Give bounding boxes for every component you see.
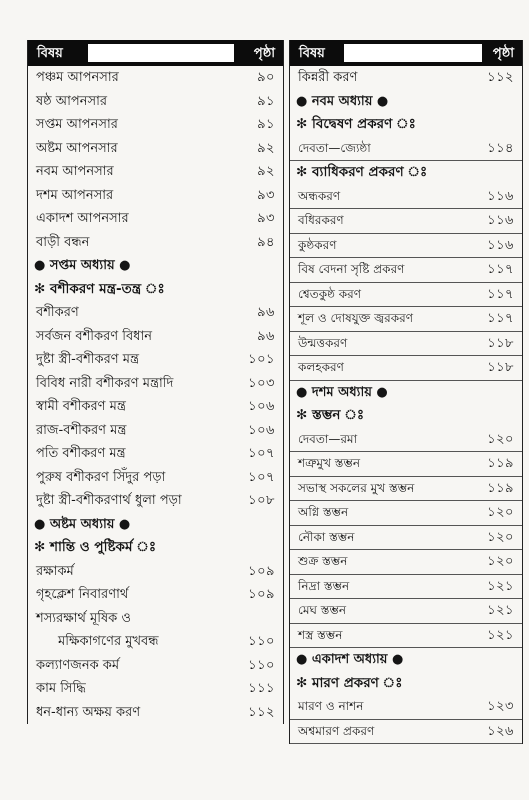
entry-title: পঞ্চম আপনসার xyxy=(36,70,119,85)
toc-entry xyxy=(28,207,283,231)
toc-entry xyxy=(290,258,522,283)
entry-page-number: ১০৯ xyxy=(248,563,275,579)
entry-page-number: ১২১ xyxy=(487,578,514,594)
entry-page-number: ৯৩ xyxy=(257,211,275,226)
entry-title: শূল ও দোষযুক্ত জ্বরকরণ xyxy=(298,311,413,325)
entry-page-number: ৯১ xyxy=(257,93,275,109)
entry-title: অষ্টম আপনসার xyxy=(36,140,118,156)
entry-page-number: ১১৪ xyxy=(487,140,514,156)
toc-entry xyxy=(28,630,283,654)
toc-entry xyxy=(28,701,283,725)
entry-page-number: ১১৬ xyxy=(487,213,514,228)
entry-page-number: ১১১ xyxy=(248,681,275,696)
entry-page-number: ১২১ xyxy=(487,627,514,643)
chapter-heading xyxy=(28,513,283,537)
entry-page-number: ১১৭ xyxy=(487,262,514,277)
entry-title: ✻ স্তম্ভন ঃ xyxy=(296,407,365,423)
toc-entry xyxy=(290,332,522,357)
toc-entry xyxy=(28,90,283,114)
entry-title: নবম আপনসার xyxy=(36,164,114,179)
entry-page-number: ১১৯ xyxy=(487,480,514,496)
entry-page-number: ৯৬ xyxy=(257,328,275,344)
toc-entry xyxy=(28,231,283,255)
entry-title: একাদশ আপনসার xyxy=(36,211,129,226)
entry-title: কলহকরণ xyxy=(298,360,344,374)
toc-entry xyxy=(290,283,522,308)
entry-page-number: ১১৬ xyxy=(487,237,514,253)
chapter-heading xyxy=(28,254,283,278)
section-heading xyxy=(28,278,283,302)
section-heading xyxy=(28,536,283,560)
entry-title: দেবতা—জ্যেষ্ঠা xyxy=(298,140,371,155)
entry-page-number: ১০৩ xyxy=(248,375,275,391)
entry-title: ● অষ্টম অধ্যায় ● xyxy=(34,516,131,532)
toc-entry xyxy=(290,66,522,90)
entry-title: শুক্র স্তম্ভন xyxy=(298,554,348,568)
entry-title: ✻ বিদ্বেষণ প্রকরণ ঃ xyxy=(296,116,416,132)
entry-title: নৌকা স্তম্ভন xyxy=(298,529,355,544)
entry-title: বিষ বেদনা সৃষ্টি প্রকরণ xyxy=(298,262,405,276)
toc-left-column xyxy=(27,40,284,724)
entry-title: ● একাদশ অধ্যায় ● xyxy=(296,652,404,667)
chapter-heading xyxy=(290,90,522,114)
toc-entry xyxy=(28,442,283,466)
entry-title: গৃহক্লেশ নিবারণার্থ xyxy=(36,587,129,602)
toc-entry xyxy=(290,307,522,332)
toc-entry xyxy=(290,720,522,745)
column-header xyxy=(290,40,522,66)
entry-title: সর্বজন বশীকরণ বিধান xyxy=(36,328,153,344)
entry-page-number: ১১৬ xyxy=(487,188,514,204)
entry-title: দশম আপনসার xyxy=(36,187,114,203)
entry-page-number: ১২৩ xyxy=(487,699,514,714)
entry-title: মক্ষিকাগণের মুখবন্ধ xyxy=(58,634,159,649)
entry-title: দুষ্টা স্ত্রী-বশীকরণার্থ ধুলা পড়া xyxy=(36,493,182,508)
toc-entry xyxy=(290,209,522,234)
toc-entry xyxy=(28,677,283,701)
entry-page-number: ৯০ xyxy=(257,70,275,85)
toc-entry xyxy=(290,137,522,162)
entry-page-number: ১২০ xyxy=(487,554,514,569)
toc-entry xyxy=(290,599,522,624)
toc-entry xyxy=(290,356,522,381)
toc-entry xyxy=(290,452,522,477)
entry-title: ষষ্ঠ আপনসার xyxy=(36,93,108,109)
toc-entry xyxy=(290,526,522,551)
entry-page-number: ৯৩ xyxy=(257,187,275,203)
entry-title: দেবতা—রমা xyxy=(298,431,358,446)
toc-entry xyxy=(28,113,283,137)
entry-title: সপ্তম আপনসার xyxy=(36,117,118,132)
entry-page-number: ১০৮ xyxy=(248,493,275,508)
entry-page-number: ১১২ xyxy=(487,70,514,85)
toc-entry xyxy=(290,695,522,720)
entry-title: কিন্নরী করণ xyxy=(298,70,358,85)
toc-entry xyxy=(28,137,283,161)
entry-title: নিদ্রা স্তম্ভন xyxy=(298,578,350,593)
toc-entry xyxy=(28,489,283,513)
toc-entry xyxy=(290,550,522,575)
entry-title: বাড়ী বন্ধন xyxy=(36,234,90,250)
entry-title: কল্যাণজনক কর্ম xyxy=(36,657,120,673)
entry-page-number: ৯১ xyxy=(257,117,275,132)
toc-entry xyxy=(290,234,522,259)
toc-entry xyxy=(28,654,283,678)
toc-entry xyxy=(28,419,283,443)
toc-entry xyxy=(28,160,283,184)
entry-page-number: ১২০ xyxy=(487,505,514,520)
entry-page-number: ১২০ xyxy=(487,431,514,447)
entry-title: মেঘ স্তম্ভন xyxy=(298,603,347,617)
toc-entry xyxy=(28,325,283,349)
toc-entry xyxy=(28,372,283,396)
entry-title: উন্মত্তকরণ xyxy=(298,335,348,350)
entry-title: ✻ বশীকরণ মন্ত্র-তন্ত্র ঃ xyxy=(34,280,165,297)
entry-page-number: ১১০ xyxy=(248,657,275,673)
entry-title: রাজ-বশীকরণ মন্ত্র xyxy=(36,422,127,438)
toc-entry xyxy=(28,583,283,607)
table-of-contents xyxy=(27,40,521,752)
entry-title: পতি বশীকরণ মন্ত্র xyxy=(36,446,126,461)
entry-title: ✻ শান্তি ও পুষ্টিকর্ম ঃ xyxy=(34,539,157,555)
entry-title: কুষ্ঠকরণ xyxy=(298,237,337,252)
toc-entry xyxy=(290,501,522,526)
entry-title: ● দশম অধ্যায় ● xyxy=(296,384,388,400)
toc-left-entries xyxy=(28,66,283,724)
entry-page-number: ১২১ xyxy=(487,603,514,618)
toc-entry xyxy=(290,624,522,649)
entry-title: শ্বেতকুষ্ঠ করণ xyxy=(298,286,362,301)
section-heading xyxy=(290,404,522,428)
entry-page-number: ১০৭ xyxy=(248,469,275,485)
entry-title: শস্যরক্ষার্থ মূষিক ও xyxy=(36,610,131,626)
toc-entry xyxy=(28,607,283,631)
toc-entry xyxy=(290,477,522,502)
toc-entry xyxy=(28,301,283,325)
entry-title: কাম সিদ্ধি xyxy=(36,681,86,696)
entry-page-number: ৯৬ xyxy=(257,305,275,320)
column-header xyxy=(28,40,283,66)
toc-right-column xyxy=(289,40,523,744)
toc-entry xyxy=(28,66,283,90)
toc-entry xyxy=(290,575,522,600)
entry-page-number: ৯৪ xyxy=(257,234,275,250)
entry-title: বধিরকরণ xyxy=(298,213,344,227)
entry-page-number: ১১৮ xyxy=(487,335,514,351)
entry-title: অগ্নি স্তম্ভন xyxy=(298,505,349,519)
entry-page-number: ১০৬ xyxy=(248,422,275,438)
entry-page-number: ১০৯ xyxy=(248,587,275,602)
toc-entry xyxy=(28,348,283,372)
entry-page-number: ৯২ xyxy=(257,164,275,179)
entry-page-number: ১১৭ xyxy=(487,286,514,302)
chapter-heading xyxy=(290,648,522,672)
entry-title: বশীকরণ xyxy=(36,305,79,320)
header-blank-box xyxy=(344,44,482,62)
subject-header: বিষয় xyxy=(37,46,63,61)
entry-title: স্বামী বশীকরণ মন্ত্র xyxy=(36,399,126,414)
entry-page-number: ১০৬ xyxy=(248,399,275,414)
entry-title: ● নবম অধ্যায় ● xyxy=(296,93,389,109)
section-heading xyxy=(290,161,522,185)
entry-title: ✻ ব্যাধিকরণ প্রকরণ ঃ xyxy=(296,164,428,180)
chapter-heading xyxy=(290,381,522,405)
toc-entry xyxy=(290,185,522,210)
subject-header: বিষয় xyxy=(299,46,325,61)
toc-right-entries xyxy=(290,66,522,744)
section-heading xyxy=(290,113,522,137)
entry-title: ● সপ্তম অধ্যায় ● xyxy=(34,258,131,273)
entry-page-number: ১২৬ xyxy=(487,723,514,739)
entry-title: দুষ্টা স্ত্রী-বশীকরণ মন্ত্র xyxy=(36,352,140,367)
entry-page-number: ১১৯ xyxy=(487,456,514,471)
entry-page-number: ৯২ xyxy=(257,140,275,156)
entry-page-number: ১১৭ xyxy=(487,311,514,326)
entry-title: অশ্বমারণ প্রকরণ xyxy=(298,723,375,738)
page-header: পৃষ্ঠা xyxy=(253,46,275,61)
header-blank-box xyxy=(88,44,234,62)
entry-title: বিবিধ নারী বশীকরণ মন্ত্রাদি xyxy=(36,375,174,391)
toc-entry xyxy=(290,428,522,453)
section-heading xyxy=(290,672,522,696)
page-header: পৃষ্ঠা xyxy=(492,46,514,61)
entry-title: ✻ মারণ প্রকরণ ঃ xyxy=(296,674,403,691)
toc-entry xyxy=(28,466,283,490)
entry-page-number: ১১৮ xyxy=(487,360,514,375)
entry-title: রক্ষাকর্ম xyxy=(36,563,74,579)
entry-page-number: ১১২ xyxy=(248,704,275,720)
entry-title: শত্রুমুখ স্তম্ভন xyxy=(298,456,361,470)
entry-page-number: ১০১ xyxy=(248,352,275,367)
toc-entry xyxy=(28,184,283,208)
entry-page-number: ১২০ xyxy=(487,529,514,545)
toc-entry xyxy=(28,395,283,419)
entry-title: শস্ত্র স্তম্ভন xyxy=(298,627,343,642)
entry-title: সভাস্থ সকলের মুখ স্তম্ভন xyxy=(298,480,415,495)
entry-page-number: ১১০ xyxy=(248,634,275,649)
toc-entry xyxy=(28,560,283,584)
entry-title: পুরুষ বশীকরণ সিঁদুর পড়া xyxy=(36,469,166,485)
entry-title: অন্ধকরণ xyxy=(298,188,341,203)
entry-title: ধন-ধান্য অক্ষয় করণ xyxy=(36,704,141,720)
entry-page-number: ১০৭ xyxy=(248,446,275,461)
entry-title: মারণ ও নাশন xyxy=(298,699,364,713)
